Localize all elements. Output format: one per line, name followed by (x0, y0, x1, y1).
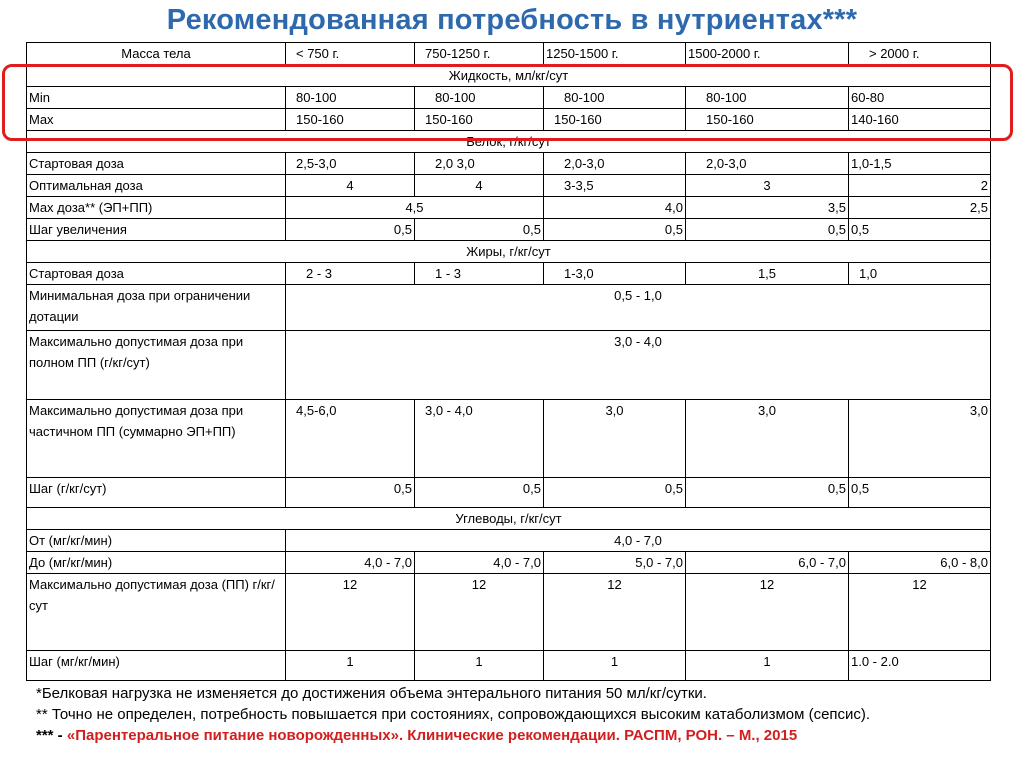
header-cell: 750-1250 г. (415, 43, 544, 65)
cell: 12 (286, 574, 415, 651)
cell: 1 (544, 651, 686, 681)
row-label: Шаг (г/кг/сут) (27, 478, 286, 508)
row-label: Стартовая доза (27, 263, 286, 285)
footnote-3-marker: *** - (36, 727, 63, 744)
row-label: Шаг (мг/кг/мин) (27, 651, 286, 681)
row-label: Max доза** (ЭП+ПП) (27, 197, 286, 219)
page-title: Рекомендованная потребность в нутриентах*** (166, 4, 858, 36)
cell: 3 (686, 175, 849, 197)
cell: 4,0 - 7,0 (286, 552, 415, 574)
cell: 4 (415, 175, 544, 197)
cell: 4,0 - 7,0 (286, 530, 991, 552)
cell: 12 (415, 574, 544, 651)
cell: 0,5 (286, 219, 415, 241)
cell: 2 (849, 175, 991, 197)
cell: 150-160 (415, 109, 544, 131)
cell: 0,5 (286, 478, 415, 508)
cell: 0,5 (686, 478, 849, 508)
cell: 3,0 - 4,0 (415, 400, 544, 478)
table-row (27, 263, 991, 285)
cell: 0,5 (415, 478, 544, 508)
table-row (27, 530, 991, 552)
cell: 4,5-6,0 (286, 400, 415, 478)
cell: 80-100 (415, 87, 544, 109)
nutrient-table (26, 42, 991, 681)
cell: 4,5 (286, 197, 544, 219)
section-row-fats (27, 241, 991, 263)
cell: 3-3,5 (544, 175, 686, 197)
cell: 4 (286, 175, 415, 197)
cell: 0,5 (686, 219, 849, 241)
cell: 12 (544, 574, 686, 651)
table-row (27, 197, 991, 219)
table-header-row (27, 43, 991, 65)
section-row-protein (27, 131, 991, 153)
cell: 3,0 (686, 400, 849, 478)
row-label: Минимальная доза при ограничении дотации (27, 285, 286, 331)
table-row (27, 400, 991, 478)
table-row (27, 219, 991, 241)
cell: 1-3,0 (544, 263, 686, 285)
cell: 2,0-3,0 (686, 153, 849, 175)
row-label: Максимально допустимая доза при полном ПП (г/кг/сут) (27, 331, 286, 400)
table-row (27, 331, 991, 400)
cell: 1 (415, 651, 544, 681)
cell: 4,0 (544, 197, 686, 219)
cell: 2,0-3,0 (544, 153, 686, 175)
cell: 150-160 (686, 109, 849, 131)
row-label: Min (27, 87, 286, 109)
cell: 140-160 (849, 109, 991, 131)
cell: 6,0 - 7,0 (686, 552, 849, 574)
cell: 2 - 3 (286, 263, 415, 285)
section-title: Углеводы, г/кг/сут (27, 508, 991, 530)
section-title: Белок, г/кг/сут (27, 131, 991, 153)
cell: 1,5 (686, 263, 849, 285)
cell: 5,0 - 7,0 (544, 552, 686, 574)
section-row-carbs (27, 508, 991, 530)
footnote-3 (36, 725, 1016, 746)
row-label: Стартовая доза (27, 153, 286, 175)
table-row (27, 153, 991, 175)
cell: 12 (849, 574, 991, 651)
cell: 1,0-1,5 (849, 153, 991, 175)
table-row (27, 552, 991, 574)
section-title: Жиры, г/кг/сут (27, 241, 991, 263)
cell: 0,5 (415, 219, 544, 241)
cell: 0,5 (544, 478, 686, 508)
cell: 6,0 - 8,0 (849, 552, 991, 574)
cell: 3,5 (686, 197, 849, 219)
footnote-3-reference: «Парентеральное питание новорожденных». Клинические рекомендации. РАСПМ, РОН. – М., 2015 (66, 727, 798, 744)
table-row (27, 478, 991, 508)
cell: 60-80 (849, 87, 991, 109)
cell: 1 (286, 651, 415, 681)
cell: 150-160 (286, 109, 415, 131)
header-cell-mass: Масса тела (27, 43, 286, 65)
cell: 2,5 (849, 197, 991, 219)
table-row (27, 651, 991, 681)
section-title: Жидкость, мл/кг/сут (27, 65, 991, 87)
footnote-2: ** Точно не определен, потребность повышается при состояниях, сопровождающихся высоким катаболизмом (сепсис). (36, 706, 871, 723)
cell: 3,0 (849, 400, 991, 478)
cell: 1 - 3 (415, 263, 544, 285)
row-label: Максимально допустимая доза при частичном ПП (суммарно ЭП+ПП) (27, 400, 286, 478)
row-label: Max (27, 109, 286, 131)
cell: 0,5 - 1,0 (286, 285, 991, 331)
header-cell: 1250-1500 г. (544, 43, 686, 65)
cell: 3,0 (544, 400, 686, 478)
row-label: Оптимальная доза (27, 175, 286, 197)
footnote-1: *Белковая нагрузка не изменяется до достижения объема энтерального питания 50 мл/кг/сутки. (36, 685, 707, 702)
cell: 1,0 (849, 263, 991, 285)
cell: 0,5 (849, 478, 991, 508)
cell: 2,0 3,0 (415, 153, 544, 175)
row-label: Шаг увеличения (27, 219, 286, 241)
cell: 150-160 (544, 109, 686, 131)
table-row (27, 285, 991, 331)
row-label: От (мг/кг/мин) (27, 530, 286, 552)
cell: 0,5 (849, 219, 991, 241)
cell: 80-100 (286, 87, 415, 109)
table-row (27, 574, 991, 651)
table-row (27, 87, 991, 109)
cell: 80-100 (686, 87, 849, 109)
row-label: Максимально допустимая доза (ПП) г/кг/сут (27, 574, 286, 651)
cell: 3,0 - 4,0 (286, 331, 991, 400)
row-label: До (мг/кг/мин) (27, 552, 286, 574)
footnotes (36, 683, 1016, 746)
cell: 1.0 - 2.0 (849, 651, 991, 681)
header-cell: < 750 г. (286, 43, 415, 65)
cell: 0,5 (544, 219, 686, 241)
header-cell: 1500-2000 г. (686, 43, 849, 65)
cell: 80-100 (544, 87, 686, 109)
section-row-fluid (27, 65, 991, 87)
cell: 2,5-3,0 (286, 153, 415, 175)
cell: 4,0 - 7,0 (415, 552, 544, 574)
table-row (27, 175, 991, 197)
cell: 1 (686, 651, 849, 681)
cell: 12 (686, 574, 849, 651)
header-cell: > 2000 г. (849, 43, 991, 65)
table-row (27, 109, 991, 131)
